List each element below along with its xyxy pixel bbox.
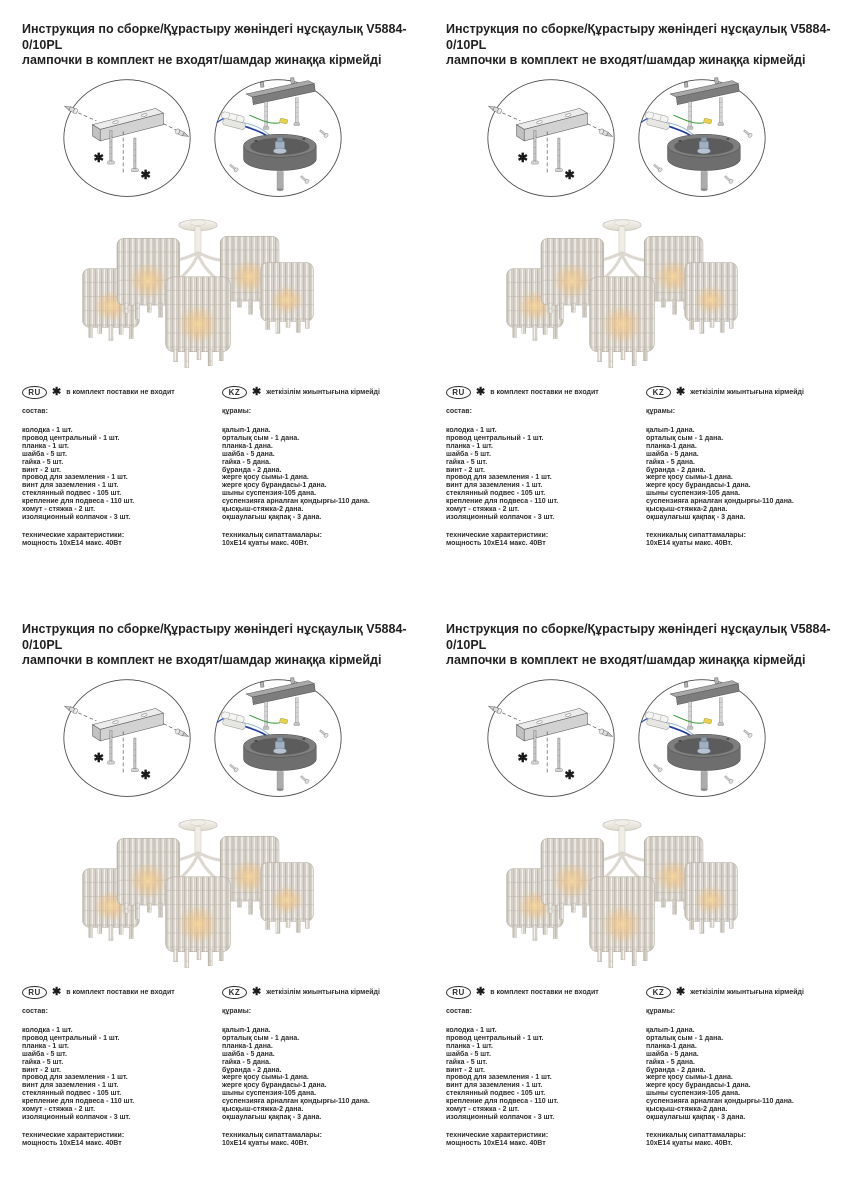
kz-note-text: жеткізілім жиынтығына кірмейді	[266, 989, 380, 996]
kz-note-text: жеткізілім жиынтығына кірмейді	[690, 389, 804, 396]
ru-specs-value: мощность 10хЕ14 макс. 40Вт	[446, 539, 546, 547]
ru-composition-heading: состав:	[22, 408, 48, 415]
asterisk-marker: ✱	[140, 168, 151, 183]
asterisk-marker: ✱	[140, 768, 151, 783]
kz-note-text: жеткізілім жиынтығына кірмейді	[690, 989, 804, 996]
parts-list-item: колодка - 1 шт.	[446, 1027, 497, 1034]
crystal-cluster	[166, 877, 231, 968]
parts-list-item: орталық сым - 1 дана.	[222, 1034, 300, 1042]
page-title	[446, 22, 842, 69]
title-line-2: лампочки в комплект не входят/шамдар жинаққа кірмейді	[22, 53, 382, 67]
parts-list-item: гайка - 5 дана.	[646, 458, 695, 466]
parts-list-item: орталық сым - 1 дана.	[646, 434, 724, 442]
parts-list-item: оқшаулағыш қақпақ - 3 дана.	[646, 513, 746, 521]
kz-parts-list	[646, 1027, 844, 1122]
asterisk-icon: ✱	[52, 985, 62, 998]
title-line-1: Инструкция по сборке/Құрастыру жөніндегі нұсқаулық V5884-0/10PL	[22, 22, 407, 52]
parts-list-item: провод центральный - 1 шт.	[446, 1034, 544, 1042]
parts-list-item: гайка - 5 шт.	[22, 458, 64, 466]
kz-specs-heading: техникалық сипаттамалары:	[646, 531, 746, 539]
asterisk-icon: ✱	[676, 385, 686, 398]
parts-list-item: планка - 1 шт.	[446, 1042, 493, 1050]
chandelier-photo	[78, 212, 322, 382]
parts-list-item: бұранда - 2 дана.	[646, 1066, 706, 1074]
kz-specs-value: 10хЕ14 қуаты макс. 40Вт.	[646, 539, 733, 547]
kz-badge: KZ	[646, 986, 671, 999]
parts-list-item: жерге қосу сымы-1 дана.	[222, 474, 309, 482]
parts-column-kz	[646, 385, 844, 548]
ru-note-row	[446, 385, 644, 399]
parts-list-item: стеклянный подвес - 105 шт.	[446, 1090, 546, 1098]
ru-specs-value: мощность 10хЕ14 макс. 40Вт	[446, 1139, 546, 1147]
parts-list-item: оқшаулағыш қақпақ - 3 дана.	[222, 513, 322, 521]
parts-list-item: винт для заземления - 1 шт.	[22, 482, 119, 490]
parts-list-item: гайка - 5 шт.	[446, 1058, 488, 1066]
ru-badge: RU	[446, 986, 471, 999]
parts-list-item: крепление для подвеса - 110 шт.	[446, 498, 559, 506]
parts-list-item: жерге қосу сымы-1 дана.	[646, 474, 733, 482]
canopy-wiring-diagram	[635, 74, 769, 204]
kz-composition-heading: құрамы:	[646, 408, 676, 415]
ru-parts-list	[446, 427, 644, 522]
parts-list-item: қалып-1 дана.	[222, 1027, 271, 1034]
asterisk-marker: ✱	[564, 768, 575, 783]
page-title	[446, 622, 842, 669]
crystal-cluster	[261, 263, 314, 334]
ru-badge: RU	[22, 986, 47, 999]
asterisk-icon: ✱	[476, 385, 486, 398]
ru-note-text: в комплект поставки не входит	[66, 989, 175, 996]
kz-note-row	[222, 385, 420, 399]
parts-list-item: шайба - 5 дана.	[222, 450, 275, 458]
parts-list-item: колодка - 1 шт.	[22, 427, 73, 434]
asterisk-icon: ✱	[676, 985, 686, 998]
kz-parts-list	[222, 1027, 420, 1122]
crystal-cluster	[685, 263, 738, 334]
parts-list-item: провод для заземления - 1 шт.	[22, 1074, 128, 1082]
kz-composition-heading: құрамы:	[222, 408, 252, 415]
parts-list-item: колодка - 1 шт.	[22, 1027, 73, 1034]
parts-list-item: винт - 2 шт.	[446, 466, 485, 474]
parts-list-item: суспензияға арналған қондырғы-110 дана.	[222, 1098, 370, 1106]
title-line-2: лампочки в комплект не входят/шамдар жинаққа кірмейді	[446, 53, 806, 67]
parts-list-item: планка-1 дана.	[646, 442, 697, 450]
title-line-1: Инструкция по сборке/Құрастыру жөніндегі нұсқаулық V5884-0/10PL	[446, 622, 831, 652]
kz-badge: KZ	[646, 386, 671, 399]
parts-list-item: бұранда - 2 дана.	[646, 466, 706, 474]
parts-list-item: стеклянный подвес - 105 шт.	[446, 490, 546, 498]
parts-list-item: шайба - 5 шт.	[446, 1050, 491, 1058]
asterisk-icon: ✱	[252, 385, 262, 398]
asterisk-marker: ✱	[517, 150, 528, 165]
parts-list-item: шайба - 5 шт.	[22, 450, 67, 458]
parts-list-item: планка - 1 шт.	[22, 442, 69, 450]
parts-list-item: шайба - 5 шт.	[22, 1050, 67, 1058]
parts-list-item: провод для заземления - 1 шт.	[22, 474, 128, 482]
bracket-mounting-diagram	[60, 74, 194, 204]
ru-specs-value: мощность 10хЕ14 макс. 40Вт	[22, 539, 122, 547]
parts-list-item: хомут - стяжка - 2 шт.	[22, 506, 96, 514]
parts-column-ru	[22, 985, 220, 1148]
kz-note-row	[646, 985, 844, 999]
title-line-1: Инструкция по сборке/Құрастыру жөніндегі нұсқаулық V5884-0/10PL	[22, 622, 407, 652]
ru-parts-list	[22, 427, 220, 522]
kz-specs-heading: техникалық сипаттамалары:	[222, 531, 322, 539]
kz-composition-heading: құрамы:	[222, 1008, 252, 1015]
parts-list-item: жерге қосу сымы-1 дана.	[222, 1074, 309, 1082]
parts-list-item: изоляционный колпачок - 3 шт.	[446, 513, 555, 521]
kz-composition-heading: құрамы:	[646, 1008, 676, 1015]
parts-list-item: изоляционный колпачок - 3 шт.	[22, 513, 131, 521]
parts-list-item: гайка - 5 дана.	[646, 1058, 695, 1066]
parts-list-item: қысқыш-стяжка-2 дана.	[222, 1106, 304, 1114]
canopy-wiring-diagram	[211, 674, 345, 804]
bracket-mounting-diagram	[484, 74, 618, 204]
parts-list-item: провод центральный - 1 шт.	[22, 1034, 120, 1042]
ru-parts-list	[22, 1027, 220, 1122]
parts-list-item: колодка - 1 шт.	[446, 427, 497, 434]
kz-specs-heading: техникалық сипаттамалары:	[646, 1131, 746, 1139]
crystal-cluster	[590, 877, 655, 968]
parts-list-item: шайба - 5 шт.	[446, 450, 491, 458]
chandelier-photo	[502, 812, 746, 982]
kz-specs-heading: техникалық сипаттамалары:	[222, 1131, 322, 1139]
instruction-page	[424, 600, 848, 1200]
page-title	[22, 22, 418, 69]
parts-list-item: қысқыш-стяжка-2 дана.	[222, 506, 304, 514]
parts-list-item: планка-1 дана.	[222, 442, 273, 450]
instruction-page	[0, 600, 424, 1200]
parts-list-item: гайка - 5 шт.	[22, 1058, 64, 1066]
chandelier-photo	[78, 812, 322, 982]
parts-list-item: планка-1 дана.	[222, 1042, 273, 1050]
parts-list-item: планка-1 дана.	[646, 1042, 697, 1050]
canopy-wiring-diagram	[211, 74, 345, 204]
instruction-page	[0, 0, 424, 600]
ru-specs-heading: технические характеристики:	[22, 531, 125, 539]
parts-list-item: шайба - 5 дана.	[646, 1050, 699, 1058]
parts-list-item: қалып-1 дана.	[646, 1027, 695, 1034]
parts-list-item: планка - 1 шт.	[446, 442, 493, 450]
kz-badge: KZ	[222, 386, 247, 399]
parts-list-item: шыны суспензия-105 дана.	[646, 1090, 741, 1098]
parts-list-item: жерге қосу бұрандасы-1 дана.	[222, 482, 327, 490]
parts-list-item: гайка - 5 дана.	[222, 1058, 271, 1066]
canopy-wiring-diagram	[635, 674, 769, 804]
parts-list-item: қысқыш-стяжка-2 дана.	[646, 1106, 728, 1114]
parts-column-kz	[222, 985, 420, 1148]
parts-list-item: шыны суспензия-105 дана.	[646, 490, 741, 498]
parts-list-item: хомут - стяжка - 2 шт.	[446, 506, 520, 514]
parts-list-item: орталық сым - 1 дана.	[222, 434, 300, 442]
parts-list-item: провод центральный - 1 шт.	[446, 434, 544, 442]
parts-list-item: суспензияға арналған қондырғы-110 дана.	[646, 1098, 794, 1106]
ru-composition-heading: состав:	[22, 1008, 48, 1015]
parts-list-item: изоляционный колпачок - 3 шт.	[22, 1113, 131, 1121]
parts-column-kz	[646, 985, 844, 1148]
parts-list-item: крепление для подвеса - 110 шт.	[22, 498, 135, 506]
kz-badge: KZ	[222, 986, 247, 999]
asterisk-icon: ✱	[52, 385, 62, 398]
parts-list-item: винт для заземления - 1 шт.	[22, 1082, 119, 1090]
ru-specs-heading: технические характеристики:	[22, 1131, 125, 1139]
parts-list-item: қалып-1 дана.	[646, 427, 695, 434]
ru-note-row	[22, 985, 220, 999]
asterisk-marker: ✱	[564, 168, 575, 183]
ru-specs-heading: технические характеристики:	[446, 531, 549, 539]
parts-list-item: стеклянный подвес - 105 шт.	[22, 490, 122, 498]
parts-list-item: провод для заземления - 1 шт.	[446, 1074, 552, 1082]
ru-note-row	[22, 385, 220, 399]
ru-parts-list	[446, 1027, 644, 1122]
parts-list-item: шыны суспензия-105 дана.	[222, 1090, 317, 1098]
bracket-mounting-diagram	[60, 674, 194, 804]
kz-parts-list	[222, 427, 420, 522]
asterisk-icon: ✱	[252, 985, 262, 998]
parts-list-item: шайба - 5 дана.	[646, 450, 699, 458]
crystal-cluster	[590, 277, 655, 368]
page-title	[22, 622, 418, 669]
parts-list-item: изоляционный колпачок - 3 шт.	[446, 1113, 555, 1121]
parts-list-item: оқшаулағыш қақпақ - 3 дана.	[646, 1113, 746, 1121]
ru-note-row	[446, 985, 644, 999]
parts-list-item: суспензияға арналған қондырғы-110 дана.	[222, 498, 370, 506]
parts-list-item: крепление для подвеса - 110 шт.	[22, 1098, 135, 1106]
parts-list-item: винт - 2 шт.	[446, 1066, 485, 1074]
asterisk-marker: ✱	[93, 750, 104, 765]
asterisk-marker: ✱	[517, 750, 528, 765]
parts-list-item: жерге қосу бұрандасы-1 дана.	[646, 482, 751, 490]
ru-specs-value: мощность 10хЕ14 макс. 40Вт	[22, 1139, 122, 1147]
parts-list-item: жерге қосу бұрандасы-1 дана.	[646, 1082, 751, 1090]
parts-list-item: оқшаулағыш қақпақ - 3 дана.	[222, 1113, 322, 1121]
kz-note-row	[646, 385, 844, 399]
parts-list-item: бұранда - 2 дана.	[222, 466, 282, 474]
parts-list-item: провод для заземления - 1 шт.	[446, 474, 552, 482]
title-line-2: лампочки в комплект не входят/шамдар жинаққа кірмейді	[446, 653, 806, 667]
parts-list-item: шайба - 5 дана.	[222, 1050, 275, 1058]
ru-badge: RU	[22, 386, 47, 399]
chandelier-photo	[502, 212, 746, 382]
bracket-mounting-diagram	[484, 674, 618, 804]
parts-column-ru	[446, 985, 644, 1148]
kz-specs-value: 10хЕ14 қуаты макс. 40Вт.	[222, 1139, 309, 1147]
parts-list-item: винт - 2 шт.	[22, 466, 61, 474]
parts-column-kz	[222, 385, 420, 548]
parts-list-item: провод центральный - 1 шт.	[22, 434, 120, 442]
parts-column-ru	[446, 385, 644, 548]
parts-list-item: планка - 1 шт.	[22, 1042, 69, 1050]
crystal-cluster	[261, 863, 314, 934]
parts-list-item: гайка - 5 дана.	[222, 458, 271, 466]
parts-list-item: орталық сым - 1 дана.	[646, 1034, 724, 1042]
parts-column-ru	[22, 385, 220, 548]
parts-list-item: винт для заземления - 1 шт.	[446, 482, 543, 490]
ru-composition-heading: состав:	[446, 1008, 472, 1015]
parts-list-item: суспензияға арналған қондырғы-110 дана.	[646, 498, 794, 506]
instruction-page	[424, 0, 848, 600]
kz-parts-list	[646, 427, 844, 522]
parts-list-item: хомут - стяжка - 2 шт.	[446, 1106, 520, 1114]
parts-list-item: винт - 2 шт.	[22, 1066, 61, 1074]
parts-list-item: стеклянный подвес - 105 шт.	[22, 1090, 122, 1098]
parts-list-item: гайка - 5 шт.	[446, 458, 488, 466]
kz-specs-value: 10хЕ14 қуаты макс. 40Вт.	[222, 539, 309, 547]
parts-list-item: винт для заземления - 1 шт.	[446, 1082, 543, 1090]
parts-list-item: хомут - стяжка - 2 шт.	[22, 1106, 96, 1114]
asterisk-icon: ✱	[476, 985, 486, 998]
parts-list-item: жерге қосу бұрандасы-1 дана.	[222, 1082, 327, 1090]
parts-list-item: шыны суспензия-105 дана.	[222, 490, 317, 498]
asterisk-marker: ✱	[93, 150, 104, 165]
parts-list-item: жерге қосу сымы-1 дана.	[646, 1074, 733, 1082]
parts-list-item: қалып-1 дана.	[222, 427, 271, 434]
parts-list-item: қысқыш-стяжка-2 дана.	[646, 506, 728, 514]
crystal-cluster	[685, 863, 738, 934]
kz-note-text: жеткізілім жиынтығына кірмейді	[266, 389, 380, 396]
parts-list-item: крепление для подвеса - 110 шт.	[446, 1098, 559, 1106]
title-line-1: Инструкция по сборке/Құрастыру жөніндегі нұсқаулық V5884-0/10PL	[446, 22, 831, 52]
kz-note-row	[222, 985, 420, 999]
ru-specs-heading: технические характеристики:	[446, 1131, 549, 1139]
ru-note-text: в комплект поставки не входит	[490, 989, 599, 996]
parts-list-item: бұранда - 2 дана.	[222, 1066, 282, 1074]
ru-composition-heading: состав:	[446, 408, 472, 415]
ru-note-text: в комплект поставки не входит	[490, 389, 599, 396]
kz-specs-value: 10хЕ14 қуаты макс. 40Вт.	[646, 1139, 733, 1147]
crystal-cluster	[166, 277, 231, 368]
ru-note-text: в комплект поставки не входит	[66, 389, 175, 396]
ru-badge: RU	[446, 386, 471, 399]
title-line-2: лампочки в комплект не входят/шамдар жинаққа кірмейді	[22, 653, 382, 667]
